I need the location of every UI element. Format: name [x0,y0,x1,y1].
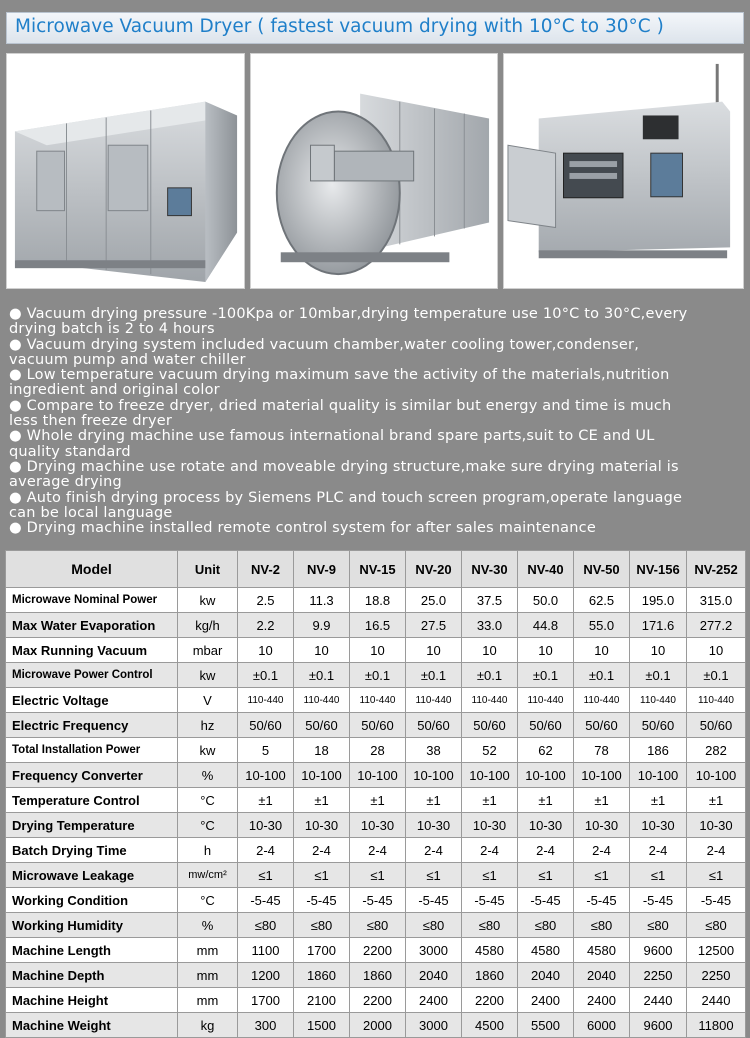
value-cell: 2400 [518,988,574,1013]
header-unit: Unit [178,551,238,588]
parameter-label: Working Humidity [6,913,178,938]
value-cell: 44.8 [518,613,574,638]
value-cell: ≤80 [462,913,518,938]
value-cell: 110-440 [406,688,462,713]
value-cell: 110-440 [238,688,294,713]
parameter-label: Microwave Leakage [6,863,178,888]
value-cell: 10-30 [574,813,630,838]
value-cell: -5-45 [238,888,294,913]
unit-cell: °C [178,788,238,813]
table-row [6,888,746,913]
value-cell: ≤80 [518,913,574,938]
value-cell: 10-30 [238,813,294,838]
table-row [6,813,746,838]
feature-line: ● Low temperature vacuum drying maximum save the activity of the materials,nutrition [9,367,670,384]
unit-cell: kg [178,1013,238,1038]
dryer-cabinet-image [7,54,244,288]
parameter-label: Machine Depth [6,963,178,988]
value-cell: 10-100 [687,763,746,788]
feature-line: ● Vacuum drying system included vacuum chamber,water cooling tower,condenser, [9,336,640,353]
value-cell: 33.0 [462,613,518,638]
unit-cell: °C [178,813,238,838]
value-cell: 110-440 [518,688,574,713]
value-cell: ±0.1 [238,663,294,688]
unit-cell: h [178,838,238,863]
unit-cell: kg/h [178,613,238,638]
value-cell: -5-45 [687,888,746,913]
feature-line: average drying [9,474,122,491]
value-cell: 62 [518,738,574,763]
value-cell: ≤80 [406,913,462,938]
value-cell: 2-4 [406,838,462,863]
spec-table [5,550,746,1038]
value-cell: 10-100 [630,763,687,788]
value-cell: 2200 [350,938,406,963]
table-row [6,913,746,938]
parameter-label: Microwave Power Control [6,663,178,688]
value-cell: 28 [350,738,406,763]
value-cell: 2440 [630,988,687,1013]
value-cell: 110-440 [687,688,746,713]
value-cell: 2-4 [294,838,350,863]
parameter-label: Total Installation Power [6,738,178,763]
feature-line: ● Auto finish drying process by Siemens PLC and touch screen program,operate language [9,489,683,506]
value-cell: 9.9 [294,613,350,638]
value-cell: 2-4 [574,838,630,863]
value-cell: 1200 [238,963,294,988]
table-row [6,988,746,1013]
value-cell: 62.5 [574,588,630,613]
value-cell: ≤80 [350,913,406,938]
value-cell: 4580 [462,938,518,963]
value-cell: 50/60 [630,713,687,738]
value-cell: 110-440 [350,688,406,713]
value-cell: 4580 [574,938,630,963]
value-cell: 11.3 [294,588,350,613]
unit-cell: mm [178,988,238,1013]
value-cell: 1700 [294,938,350,963]
value-cell: 10-30 [406,813,462,838]
unit-cell: mw/cm² [178,863,238,888]
value-cell: 300 [238,1013,294,1038]
value-cell: ≤80 [630,913,687,938]
value-cell: 4500 [462,1013,518,1038]
value-cell: ±1 [630,788,687,813]
value-cell: ±0.1 [406,663,462,688]
value-cell: ≤1 [294,863,350,888]
value-cell: -5-45 [574,888,630,913]
value-cell: -5-45 [406,888,462,913]
value-cell: ≤1 [630,863,687,888]
value-cell: 195.0 [630,588,687,613]
value-cell: ±0.1 [630,663,687,688]
value-cell: 282 [687,738,746,763]
value-cell: ±0.1 [294,663,350,688]
value-cell: 10-30 [350,813,406,838]
feature-list [9,307,739,536]
unit-cell: mm [178,963,238,988]
value-cell: 2200 [462,988,518,1013]
spec-table-container [5,550,745,1033]
value-cell: -5-45 [630,888,687,913]
value-cell: 10-30 [630,813,687,838]
value-cell: 2200 [350,988,406,1013]
value-cell: 2100 [294,988,350,1013]
value-cell: 18.8 [350,588,406,613]
dryer-open-door-image [504,54,743,288]
value-cell: 110-440 [630,688,687,713]
parameter-label: Max Water Evaporation [6,613,178,638]
value-cell: ±1 [518,788,574,813]
value-cell: 2-4 [687,838,746,863]
value-cell: 10 [574,638,630,663]
value-cell: 12500 [687,938,746,963]
header-model-code: NV-156 [630,551,687,588]
value-cell: 2400 [406,988,462,1013]
page-title: Microwave Vacuum Dryer ( fastest vacuum drying with 10°C to 30°C ) [15,16,664,37]
value-cell: 9600 [630,938,687,963]
value-cell: 1100 [238,938,294,963]
table-row [6,713,746,738]
value-cell: 27.5 [406,613,462,638]
value-cell: 10 [687,638,746,663]
feature-line: ● Vacuum drying pressure -100Kpa or 10mbar,drying temperature use 10°C to 30°C,every [9,306,688,322]
unit-cell: kw [178,738,238,763]
value-cell: ±1 [687,788,746,813]
feature-line: ingredient and original color [9,382,220,399]
value-cell: ≤80 [687,913,746,938]
value-cell: 2-4 [518,838,574,863]
value-cell: ≤1 [238,863,294,888]
parameter-label: Machine Length [6,938,178,963]
value-cell: 2-4 [238,838,294,863]
value-cell: ±0.1 [462,663,518,688]
unit-cell: % [178,913,238,938]
unit-cell: hz [178,713,238,738]
value-cell: 50/60 [687,713,746,738]
value-cell: 50/60 [574,713,630,738]
value-cell: 2000 [350,1013,406,1038]
value-cell: 1860 [294,963,350,988]
table-header-row [6,551,746,588]
value-cell: ±1 [574,788,630,813]
header-model-code: NV-252 [687,551,746,588]
unit-cell: kw [178,588,238,613]
parameter-label: Drying Temperature [6,813,178,838]
value-cell: 10-100 [462,763,518,788]
parameter-label: Frequency Converter [6,763,178,788]
header-model-code: NV-40 [518,551,574,588]
table-row [6,938,746,963]
value-cell: 10 [462,638,518,663]
value-cell: 1700 [238,988,294,1013]
table-row [6,838,746,863]
value-cell: 2040 [518,963,574,988]
value-cell: 38 [406,738,462,763]
value-cell: 2-4 [630,838,687,863]
feature-line: drying batch is 2 to 4 hours [9,321,215,338]
value-cell: 110-440 [462,688,518,713]
value-cell: 3000 [406,938,462,963]
value-cell: ≤1 [350,863,406,888]
value-cell: 5 [238,738,294,763]
feature-line: ● Whole drying machine use famous international brand spare parts,suit to CE and UL [9,428,655,445]
header-model-code: NV-50 [574,551,630,588]
unit-cell: kw [178,663,238,688]
value-cell: 50/60 [238,713,294,738]
value-cell: 50/60 [406,713,462,738]
value-cell: 50/60 [518,713,574,738]
value-cell: 110-440 [294,688,350,713]
value-cell: 11800 [687,1013,746,1038]
feature-line: less then freeze dryer [9,413,173,430]
value-cell: 10 [630,638,687,663]
header-model-code: NV-15 [350,551,406,588]
value-cell: 110-440 [574,688,630,713]
value-cell: 50/60 [350,713,406,738]
parameter-label: Max Running Vacuum [6,638,178,663]
header-model-code: NV-9 [294,551,350,588]
value-cell: 2040 [406,963,462,988]
value-cell: 2040 [574,963,630,988]
value-cell: 10-100 [406,763,462,788]
table-row [6,863,746,888]
value-cell: 10-100 [574,763,630,788]
value-cell: 2-4 [462,838,518,863]
value-cell: 315.0 [687,588,746,613]
value-cell: 10 [238,638,294,663]
value-cell: -5-45 [518,888,574,913]
value-cell: ±0.1 [687,663,746,688]
unit-cell: V [178,688,238,713]
value-cell: ≤80 [574,913,630,938]
table-row [6,963,746,988]
value-cell: 10 [294,638,350,663]
unit-cell: °C [178,888,238,913]
value-cell: 10-100 [518,763,574,788]
dryer-open-door-view [503,53,744,289]
value-cell: 25.0 [406,588,462,613]
value-cell: ≤1 [406,863,462,888]
value-cell: ≤1 [687,863,746,888]
value-cell: 2250 [687,963,746,988]
table-row [6,688,746,713]
table-body [6,588,746,1038]
value-cell: ±1 [462,788,518,813]
value-cell: 5500 [518,1013,574,1038]
value-cell: 18 [294,738,350,763]
parameter-label: Machine Height [6,988,178,1013]
parameter-label: Machine Weight [6,1013,178,1038]
table-row [6,613,746,638]
value-cell: 50/60 [462,713,518,738]
value-cell: ≤1 [518,863,574,888]
value-cell: ≤80 [294,913,350,938]
value-cell: 50.0 [518,588,574,613]
value-cell: 6000 [574,1013,630,1038]
feature-line: ● Drying machine use rotate and moveable drying structure,make sure drying material is [9,458,679,475]
value-cell: -5-45 [350,888,406,913]
value-cell: 3000 [406,1013,462,1038]
table-row [6,1013,746,1038]
header-model-code: NV-30 [462,551,518,588]
value-cell: 186 [630,738,687,763]
value-cell: 277.2 [687,613,746,638]
table-row [6,788,746,813]
value-cell: ≤1 [462,863,518,888]
value-cell: 2250 [630,963,687,988]
value-cell: 9600 [630,1013,687,1038]
value-cell: -5-45 [462,888,518,913]
value-cell: 37.5 [462,588,518,613]
value-cell: 10-100 [294,763,350,788]
value-cell: 171.6 [630,613,687,638]
parameter-label: Working Condition [6,888,178,913]
parameter-label: Electric Frequency [6,713,178,738]
unit-cell: mbar [178,638,238,663]
value-cell: 52 [462,738,518,763]
value-cell: ±1 [350,788,406,813]
value-cell: ±0.1 [350,663,406,688]
unit-cell: mm [178,938,238,963]
dryer-cabinet-front-view [6,53,245,289]
feature-line: ● Drying machine installed remote control system for after sales maintenance [9,520,596,537]
value-cell: 10 [350,638,406,663]
value-cell: 4580 [518,938,574,963]
value-cell: ≤1 [574,863,630,888]
value-cell: 10-100 [238,763,294,788]
parameter-label: Electric Voltage [6,688,178,713]
feature-line: quality standard [9,443,131,460]
value-cell: 1860 [350,963,406,988]
value-cell: 10 [406,638,462,663]
table-row [6,663,746,688]
value-cell: ≤80 [238,913,294,938]
value-cell: 55.0 [574,613,630,638]
value-cell: ±0.1 [518,663,574,688]
value-cell: ±0.1 [574,663,630,688]
value-cell: 10-30 [294,813,350,838]
header-model-code: NV-20 [406,551,462,588]
value-cell: 10-100 [350,763,406,788]
dryer-round-door-view [250,53,498,289]
table-row [6,763,746,788]
value-cell: ±1 [406,788,462,813]
header-model: Model [6,551,178,588]
feature-line: vacuum pump and water chiller [9,351,246,368]
value-cell: -5-45 [294,888,350,913]
dryer-round-door-image [251,54,497,288]
header-model-code: NV-2 [238,551,294,588]
value-cell: 2.5 [238,588,294,613]
value-cell: 10-30 [687,813,746,838]
value-cell: 1860 [462,963,518,988]
title-banner [6,12,744,44]
table-row [6,588,746,613]
value-cell: 10 [518,638,574,663]
value-cell: 2-4 [350,838,406,863]
parameter-label: Microwave Nominal Power [6,588,178,613]
value-cell: 16.5 [350,613,406,638]
unit-cell: % [178,763,238,788]
table-row [6,638,746,663]
value-cell: 2.2 [238,613,294,638]
value-cell: 2400 [574,988,630,1013]
parameter-label: Batch Drying Time [6,838,178,863]
value-cell: 10-30 [518,813,574,838]
value-cell: 78 [574,738,630,763]
value-cell: 10-30 [462,813,518,838]
table-row [6,738,746,763]
value-cell: 2440 [687,988,746,1013]
parameter-label: Temperature Control [6,788,178,813]
feature-line: ● Compare to freeze dryer, dried material quality is similar but energy and time is much [9,397,672,414]
value-cell: ±1 [238,788,294,813]
feature-line: can be local language [9,504,173,521]
value-cell: 1500 [294,1013,350,1038]
value-cell: 50/60 [294,713,350,738]
value-cell: ±1 [294,788,350,813]
